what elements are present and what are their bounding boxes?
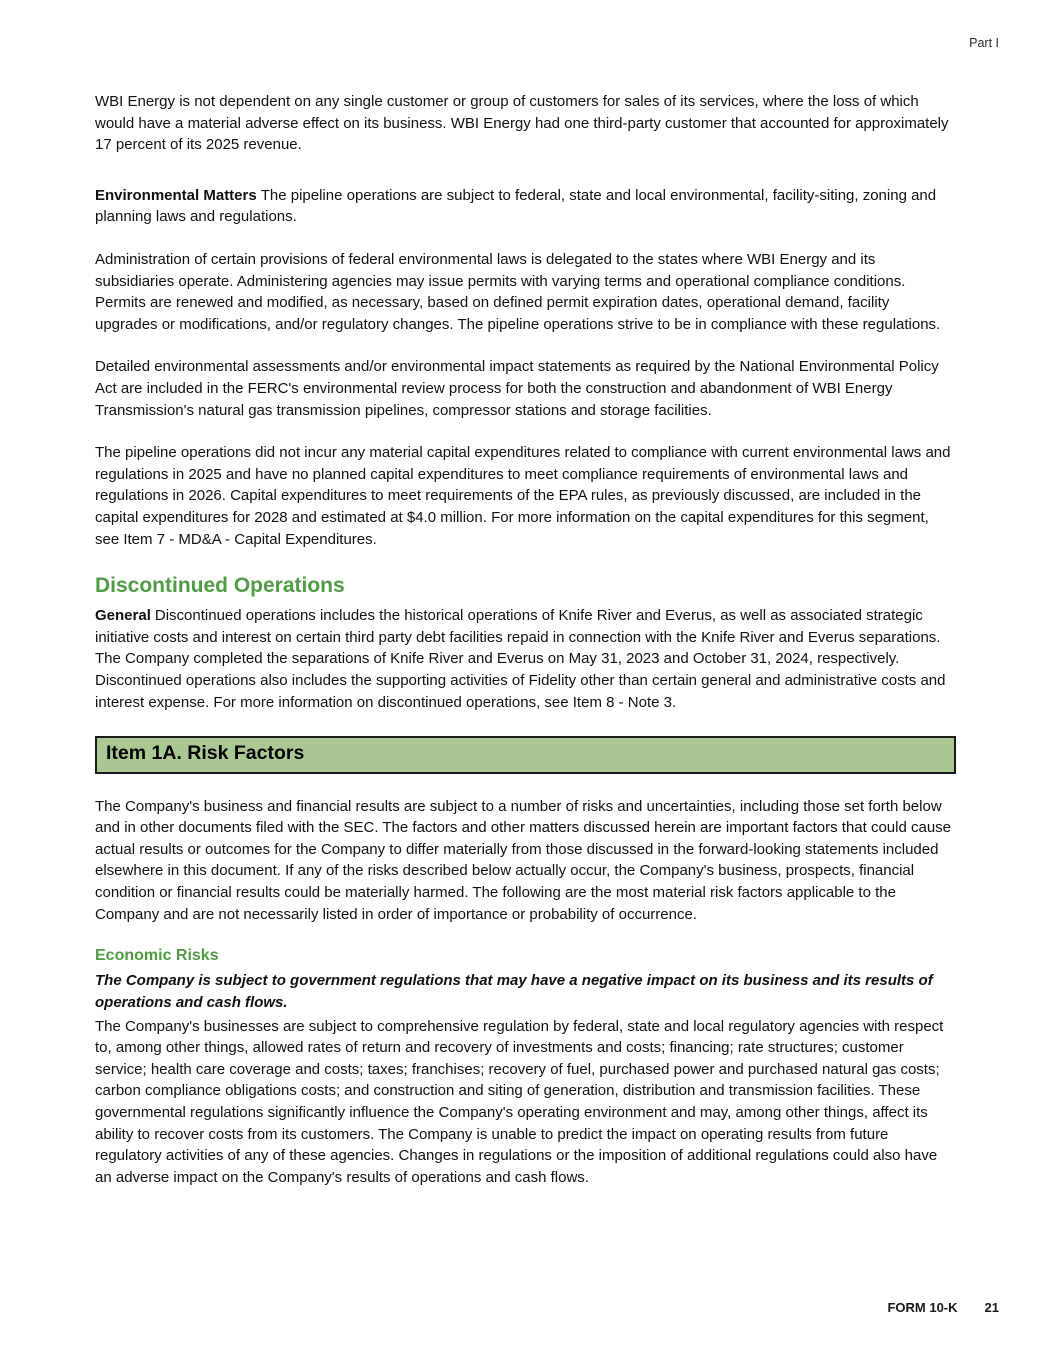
administration-paragraph: Administration of certain provisions of federal environmental laws is delegated to the states where WBI Energy and its subsidiaries operate. Administering agencies may issue permits with varying terms and operational compliance conditions. Permits are renewed and modified, as necessary, based on defined permit expiration dates, operational demand, facility upgrades or modifications, and/or regulatory changes. The pipeline operations strive to be in compliance with these regulations. <box>95 250 941 333</box>
general-text: Discontinued operations includes the historical operations of Knife River and Everus, as well as associated strategic initiative costs and interest on certain third party debt facilities repaid in connection with the Knife River and Everus separations. The Company completed the separations of Knife River and Everus on May 31, 2023 and October 31, 2024, respectively. Discontinued operations also includes the supporting activities of Fidelity other than certain general and administrative costs and interest expense. For more information on discontinued operations, see Item 8 - Note 3. <box>95 607 946 711</box>
economic-risk-text: The Company's businesses are subject to comprehensive regulation by federal, state and local regulatory agencies with respect to, among other things, allowed rates of return and recovery of investments and costs; financing; rate structures; customer service; health care coverage and costs; taxes; franchises; recovery of fuel, purchased power and purchased natural gas costs; carbon compliance obligations costs; and construction and siting of generation, distribution and transmission facilities. These governmental regulations significantly influence the Company's operating environment and may, among other things, affect its ability to recover costs from its customers. The Company is unable to predict the impact on operating results from future regulatory activities of any of these agencies. Changes in regulations or the imposition of additional regulations could also have an adverse impact on the Company's results of operations and cash flows. <box>95 1017 944 1186</box>
general-lead: General <box>95 607 151 625</box>
risk-intro-paragraph: The Company's business and financial results are subject to a number of risks and uncertainties, including those set forth below and in other documents filed with the SEC. The factors and other matters discussed herein are important factors that could cause actual results or outcomes for the Company to differ materially from those discussed in the forward-looking statements included elsewhere in this document. If any of the risks described below actually occur, the Company's business, prospects, financial condition or financial results could be materially harmed. The following are the most material risk factors applicable to the Company and are not necessarily listed in order of importance or probability of occurrence. <box>95 797 952 923</box>
page-number: 21 <box>984 1300 999 1315</box>
part-label: Part I <box>969 36 999 50</box>
environmental-matters-paragraph <box>95 185 956 228</box>
economic-risks-heading: Economic Risks <box>95 947 219 965</box>
item-1a-risk-factors-title: Item 1A. Risk Factors <box>106 742 305 765</box>
discontinued-operations-heading: Discontinued Operations <box>95 574 345 598</box>
customer-paragraph: WBI Energy is not dependent on any single customer or group of customers for sales of its services, where the loss of which would have a material adverse effect on its business. WBI Energy had one third-party customer that accounted for approximately 17 percent of its 2025 revenue. <box>95 93 949 154</box>
assessments-paragraph: Detailed environmental assessments and/or environmental impact statements as required by the National Environmental Policy Act are included in the FERC's environmental review process for both the construction and abandonment of WBI Energy Transmission's natural gas transmission pipelines, compressor stations and storage facilities. <box>95 358 939 419</box>
form-label: FORM 10-K <box>887 1300 958 1315</box>
capex-paragraph: The pipeline operations did not incur any material capital expenditures related to compliance with current environmental laws and regulations in 2025 and have no planned capital expenditures to meet compliance requirements of environmental laws and regulations in 2026. Capital expenditures to meet requirements of the EPA rules, as previously discussed, are included in the capital expenditures for 2028 and estimated at $4.0 million. For more information on the capital expenditures for this segment, see Item 7 - MD&A - Capital Expenditures. <box>95 444 951 548</box>
environmental-matters-text: The pipeline operations are subject to federal, state and local environmental, facility-siting, zoning and planning laws and regulations. <box>95 186 937 226</box>
document-content <box>95 91 956 1209</box>
general-paragraph <box>95 605 956 713</box>
economic-risk-statement: The Company is subject to government regulations that may have a negative impact on its business and its results of operations and cash flows. <box>95 972 933 1011</box>
item-1a-risk-factors-box <box>95 736 956 773</box>
environmental-matters-lead: Environmental Matters <box>95 186 257 204</box>
page-footer <box>887 1300 999 1315</box>
